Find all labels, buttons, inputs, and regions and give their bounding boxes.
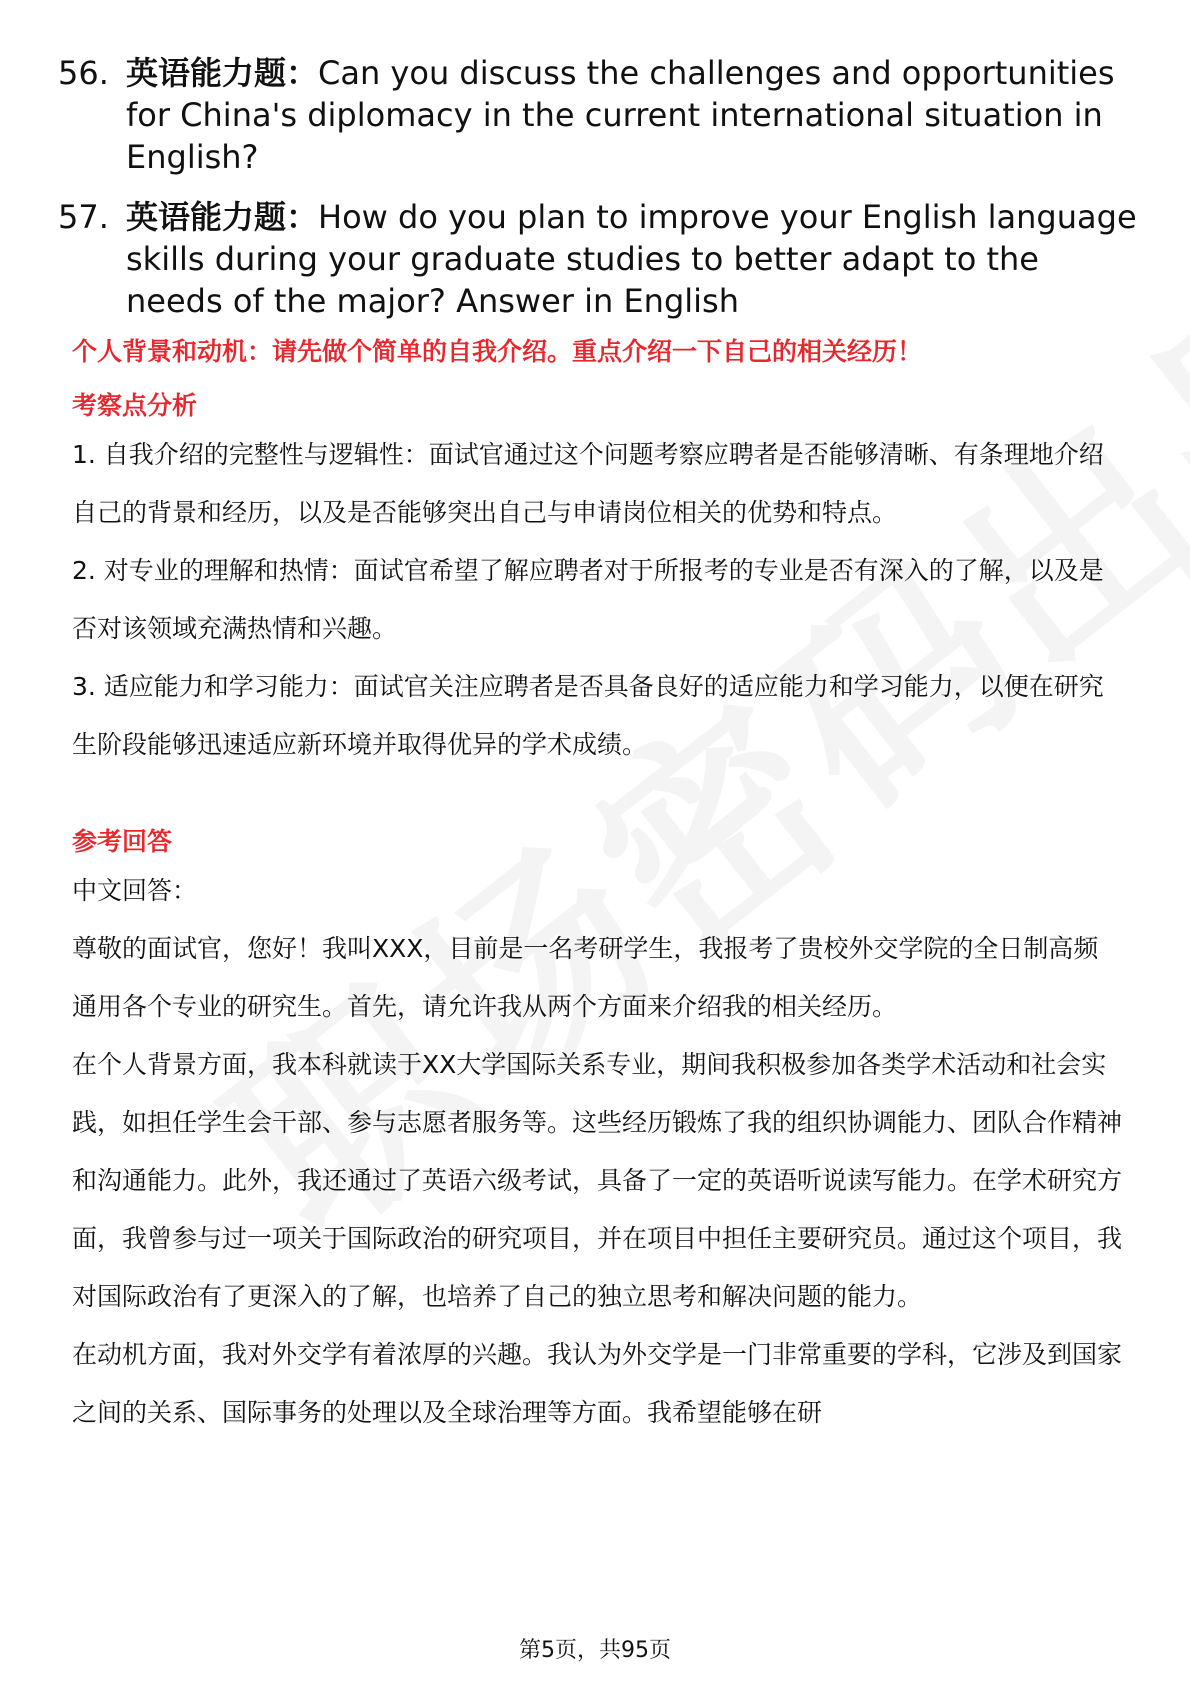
- reference-paragraph: 中文回答：: [72, 876, 198, 905]
- question-tag: 英语能力题：: [126, 198, 319, 236]
- question-item: [58, 196, 1138, 322]
- question-number: 57.: [58, 198, 109, 236]
- main-question-heading: 个人背景和动机：请先做个简单的自我介绍。重点介绍一下自己的相关经历！: [72, 337, 923, 366]
- question-item: [58, 52, 1138, 178]
- analysis-point: 2. 对专业的理解和热情：面试官希望了解应聘者对于所报考的专业是否有深入的了解，以及是否对该领域充满热情和兴趣。: [72, 556, 1104, 643]
- analysis-section: [72, 386, 1122, 774]
- question-number: 56.: [58, 54, 109, 92]
- reference-section: [72, 822, 1122, 1442]
- question-text: How do you plan to improve your English language skills during your graduate studies to better adapt to the needs of the major? Answer in English: [126, 198, 1137, 320]
- reference-heading: 参考回答: [72, 827, 173, 856]
- question-text: Can you discuss the challenges and opportunities for China's diplomacy in the current international situation in English?: [126, 54, 1115, 176]
- reference-paragraph: 尊敬的面试官，您好！我叫XXX，目前是一名考研学生，我报考了贵校外交学院的全日制高频通用各个专业的研究生。首先，请允许我从两个方面来介绍我的相关经历。: [72, 934, 1099, 1021]
- question-list: [58, 52, 1138, 340]
- page-footer: 第5页，共95页: [519, 1638, 671, 1663]
- analysis-point: 3. 适应能力和学习能力：面试官关注应聘者是否具备良好的适应能力和学习能力，以便在研究生阶段能够迅速适应新环境并取得优异的学术成绩。: [72, 672, 1104, 759]
- reference-paragraph: 在个人背景方面，我本科就读于XX大学国际关系专业，期间我积极参加各类学术活动和社会实践，如担任学生会干部、参与志愿者服务等。这些经历锻炼了我的组织协调能力、团队合作精神和沟通能力。此外，我还通过了英语六级考试，具备了一定的英语听说读写能力。在学术研究方面，我曾参与过一项关于国际政治的研究项目，并在项目中担任主要研究员。通过这个项目，我对国际政治有了更深入的了解，也培养了自己的独立思考和解决问题的能力。: [72, 1050, 1123, 1311]
- question-tag: 英语能力题：: [126, 54, 319, 92]
- reference-paragraph: 在动机方面，我对外交学有着浓厚的兴趣。我认为外交学是一门非常重要的学科，它涉及到国家之间的关系、国际事务的处理以及全球治理等方面。我希望能够在研: [72, 1340, 1123, 1427]
- main-question-section: [72, 332, 1122, 372]
- analysis-point: 1. 自我介绍的完整性与逻辑性：面试官通过这个问题考察应聘者是否能够清晰、有条理地介绍自己的背景和经历，以及是否能够突出自己与申请岗位相关的优势和特点。: [72, 440, 1104, 527]
- analysis-heading: 考察点分析: [72, 391, 198, 420]
